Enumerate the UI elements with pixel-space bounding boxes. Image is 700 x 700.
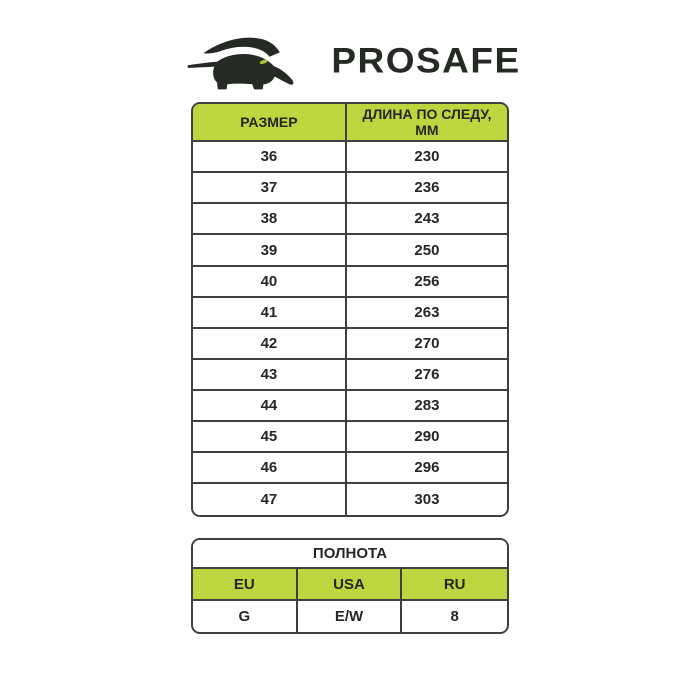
size-column-header-label: РАЗМЕР [240,114,298,131]
fullness-header-row [193,569,507,601]
size-cell: 37 [193,173,347,204]
size-table-row [193,142,507,173]
size-cell: 39 [193,235,347,266]
length-cell: 236 [347,173,507,204]
fullness-title-row [193,540,507,569]
size-table-row [193,360,507,391]
length-cell: 243 [347,204,507,235]
size-cell: 44 [193,391,347,422]
size-table-row [193,422,507,453]
fullness-value-row [193,601,507,632]
size-table-row [193,204,507,235]
size-column-header [193,104,347,142]
length-cell: 276 [347,360,507,391]
size-table-row [193,267,507,298]
fullness-value-eu: G [193,601,298,632]
brand-header [0,0,700,96]
fullness-header-eu: EU [193,569,298,601]
fullness-header-ru: RU [402,569,507,601]
size-cell: 46 [193,453,347,484]
fullness-value-usa: E/W [298,601,403,632]
length-cell: 250 [347,235,507,266]
size-table-header-row [193,104,507,142]
size-table [191,102,509,517]
length-cell: 263 [347,298,507,329]
length-cell: 270 [347,329,507,360]
length-cell: 230 [347,142,507,173]
size-cell: 42 [193,329,347,360]
size-table-row [193,235,507,266]
length-column-header [347,104,507,142]
size-table-row [193,173,507,204]
size-cell: 40 [193,267,347,298]
length-column-header-label: ДЛИНА ПО СЛЕДУ, ММ [362,106,492,139]
size-table-row [193,329,507,360]
brand-wordmark: PROSAFE [331,40,521,81]
fullness-header-usa: USA [298,569,403,601]
length-cell: 303 [347,484,507,515]
length-cell: 283 [347,391,507,422]
size-cell: 38 [193,204,347,235]
size-table-row [193,391,507,422]
size-table-row [193,453,507,484]
length-cell: 296 [347,453,507,484]
length-cell: 290 [347,422,507,453]
size-table-body [193,142,507,515]
size-table-row [193,298,507,329]
size-cell: 45 [193,422,347,453]
size-cell: 36 [193,142,347,173]
fullness-title: ПОЛНОТА [193,540,507,569]
length-cell: 256 [347,267,507,298]
rhino-logo-icon [179,30,317,92]
size-cell: 43 [193,360,347,391]
fullness-table [191,538,509,634]
size-table-row [193,484,507,515]
size-cell: 41 [193,298,347,329]
size-cell: 47 [193,484,347,515]
fullness-value-ru: 8 [402,601,507,632]
